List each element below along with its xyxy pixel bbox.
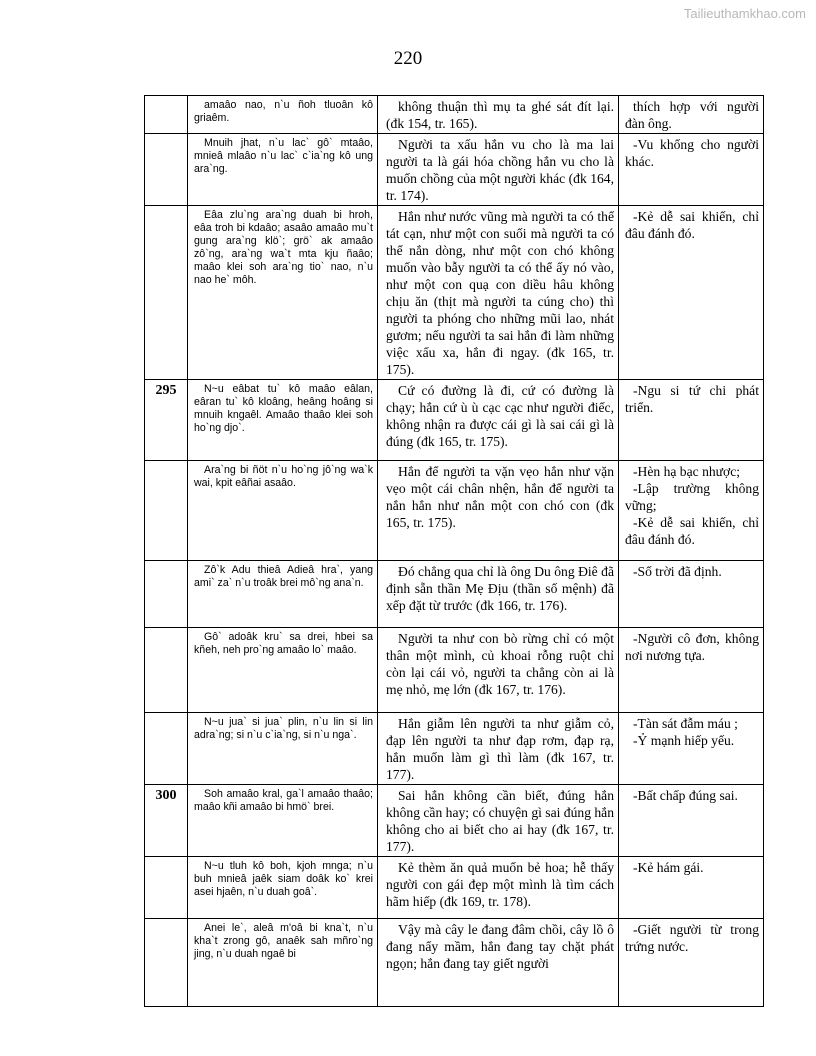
vietnamese-translation: Người ta xấu hắn vu cho là ma lai người ta là gái hóa chồng hắn vu cho là muốn chồng của một người khác (đk 164, tr. 174). [378, 134, 619, 206]
table-row [145, 919, 764, 1007]
row-number [145, 134, 188, 206]
row-number: 300 [145, 785, 188, 857]
meaning [619, 628, 764, 713]
watermark: Tailieuthamkhao.com [683, 6, 806, 21]
vietnamese-translation: Hắn để người ta vặn vẹo hắn như vặn vẹo một cái chân nhện, hắn để người ta nắn hắn như nắn một con chó con (đk 165, tr. 175). [378, 461, 619, 561]
row-number: 295 [145, 380, 188, 461]
vietnamese-translation: Kẻ thèm ăn quả muốn bẻ hoa; hễ thấy người con gái đẹp một mình là tìm cách hãm hiếp (đk 169, tr. 178). [378, 857, 619, 919]
meaning-line: -Người cô đơn, không nơi nương tựa. [625, 631, 759, 663]
row-number [145, 561, 188, 628]
meaning [619, 785, 764, 857]
source-text: Zô`k Adu thieâ Adieâ hra`, yang ami` za` n`u troâk brei mô`ng ana`n. [188, 561, 378, 628]
meaning-line: -Kẻ dễ sai khiến, chỉ đâu đánh đó. [625, 209, 759, 241]
row-number [145, 919, 188, 1007]
meaning-line: -Kẻ dễ sai khiến, chỉ đâu đánh đó. [625, 515, 759, 547]
meaning-line: -Ỷ mạnh hiếp yếu. [633, 733, 735, 748]
source-text: N~u tluh kô boh, kjoh mnga; n`u buh mnieâ jaêk siam doâk ko` krei asei hjaên, n`u duah goâ`. [188, 857, 378, 919]
source-text: N~u jua` si jua` plin, n`u lin si lin adra`ng; si n`u c`ia`ng, si n`u nga`. [188, 713, 378, 785]
meaning [619, 857, 764, 919]
row-number [145, 628, 188, 713]
meaning-line: -Giết người từ trong trứng nước. [625, 922, 759, 954]
table-row [145, 561, 764, 628]
source-text: Gô` adoâk kru` sa drei, hbei sa kñeh, neh pro`ng amaâo lo` maâo. [188, 628, 378, 713]
proverb-table [144, 95, 764, 1007]
meaning-line: -Kẻ hám gái. [633, 860, 704, 875]
meaning [619, 713, 764, 785]
table-row [145, 134, 764, 206]
table-row [145, 206, 764, 380]
vietnamese-translation: Vậy mà cây le đang đâm chồi, cây lồ ô đang nẩy mầm, hắn đang tay chặt phát ngọn; hắn đang tay giết người [378, 919, 619, 1007]
source-text: Anei le`, aleâ m'oâ bi kna`t, n`u kha`t zrong gô, anaêk sah mñro`ng jing, n`u duah ngaê bi [188, 919, 378, 1007]
meaning-line: -Lập trường không vững; [625, 481, 759, 513]
vietnamese-translation: Hắn giẫm lên người ta như giẫm cỏ, đạp lên người ta như đạp rơm, đạp rạ, hắn muốn làm gì thì làm (đk 167, tr. 177). [378, 713, 619, 785]
table-row [145, 785, 764, 857]
meaning-line: -Ngu si tứ chi phát triển. [625, 383, 759, 415]
row-number [145, 461, 188, 561]
row-number [145, 96, 188, 134]
table-row [145, 628, 764, 713]
meaning-line: -Vu khống cho người khác. [625, 137, 759, 169]
vietnamese-translation: Hắn như nước vũng mà người ta có thể tát cạn, như một con suối mà người ta có thể nắn dòng, như một con chó không muốn vào bẫy người ta có thể ấy nó vào, như một con quạ con diều hâu không chịu ăn (thịt mà người ta cúng cho) thì người ta phóng cho những mũi lao, nhát gươm; nếu người ta sai hắn đi làm những việc xấu xa, hắn đi ngay. (đk 165, tr. 175). [378, 206, 619, 380]
table-row [145, 96, 764, 134]
source-text: Ara`ng bi ñöt n`u ho`ng jô`ng wa`k wai, kpit eâñai asaâo. [188, 461, 378, 561]
meaning [619, 96, 764, 134]
source-text: Eâa zlu`ng ara`ng duah bi hroh, eâa troh bi kdaâo; asaâo amaâo mu`t gung ara`ng klö`; grö` ak amaâo zô`ng, ara`ng wa`t mta kju ñaâo; maâo klei soh ara`ng tio` nao, n`u nao he` môh. [188, 206, 378, 380]
vietnamese-translation: không thuận thì mụ ta ghé sát đít lại. (đk 154, tr. 165). [378, 96, 619, 134]
source-text: amaâo nao, n`u ñoh tluoân kô griaêm. [188, 96, 378, 134]
vietnamese-translation: Cứ có đường là đi, cứ có đường là chạy; hắn cứ ù ù cạc cạc như người điếc, không nhận ra được cái gì là sai cái gì là đúng (đk 165, tr. 175). [378, 380, 619, 461]
meaning [619, 919, 764, 1007]
meaning-line: -Tàn sát đẫm máu ; [633, 716, 738, 731]
row-number [145, 857, 188, 919]
meaning [619, 461, 764, 561]
meaning-line: -Hèn hạ bạc nhược; [633, 464, 741, 479]
source-text: Mnuih jhat, n`u lac` gô` mtaâo, mnieâ mlaâo n`u lac` c`ia`ng kô ung ara`ng. [188, 134, 378, 206]
vietnamese-translation: Đó chẳng qua chỉ là ông Du ông Điê đã định sẵn thần Mẹ Địu (thần số mệnh) đã xếp đặt từ trước (đk 166, tr. 176). [378, 561, 619, 628]
meaning [619, 206, 764, 380]
table-row [145, 380, 764, 461]
meaning-line: thích hợp với người đàn ông. [625, 99, 759, 131]
page-number: 220 [393, 48, 423, 69]
meaning [619, 134, 764, 206]
vietnamese-translation: Người ta như con bò rừng chỉ có một thân một mình, củ khoai rỗng ruột chỉ còn lại cái vỏ, người ta chẳng còn ai là mẹ nhỏ, mẹ lớn (đk 167, tr. 176). [378, 628, 619, 713]
source-text: N~u eâbat tu` kô maâo eâlan, eâran tu` kô kloâng, heâng hoâng si mnuih kngaêl. Amaâo thaâo klei soh ho`ng djo`. [188, 380, 378, 461]
source-text: Soh amaâo kral, ga`l amaâo thaâo; maâo kñi amaâo bi hmö` brei. [188, 785, 378, 857]
row-number [145, 206, 188, 380]
meaning [619, 380, 764, 461]
table-row [145, 857, 764, 919]
row-number [145, 713, 188, 785]
meaning-line: -Số trời đã định. [633, 564, 722, 579]
table-row [145, 461, 764, 561]
meaning [619, 561, 764, 628]
table-row [145, 713, 764, 785]
vietnamese-translation: Sai hắn không cần biết, đúng hắn không cần hay; có chuyện gì sai đúng hắn không cho ai biết cho ai hay (đk 167, tr. 177). [378, 785, 619, 857]
meaning-line: -Bất chấp đúng sai. [633, 788, 738, 803]
